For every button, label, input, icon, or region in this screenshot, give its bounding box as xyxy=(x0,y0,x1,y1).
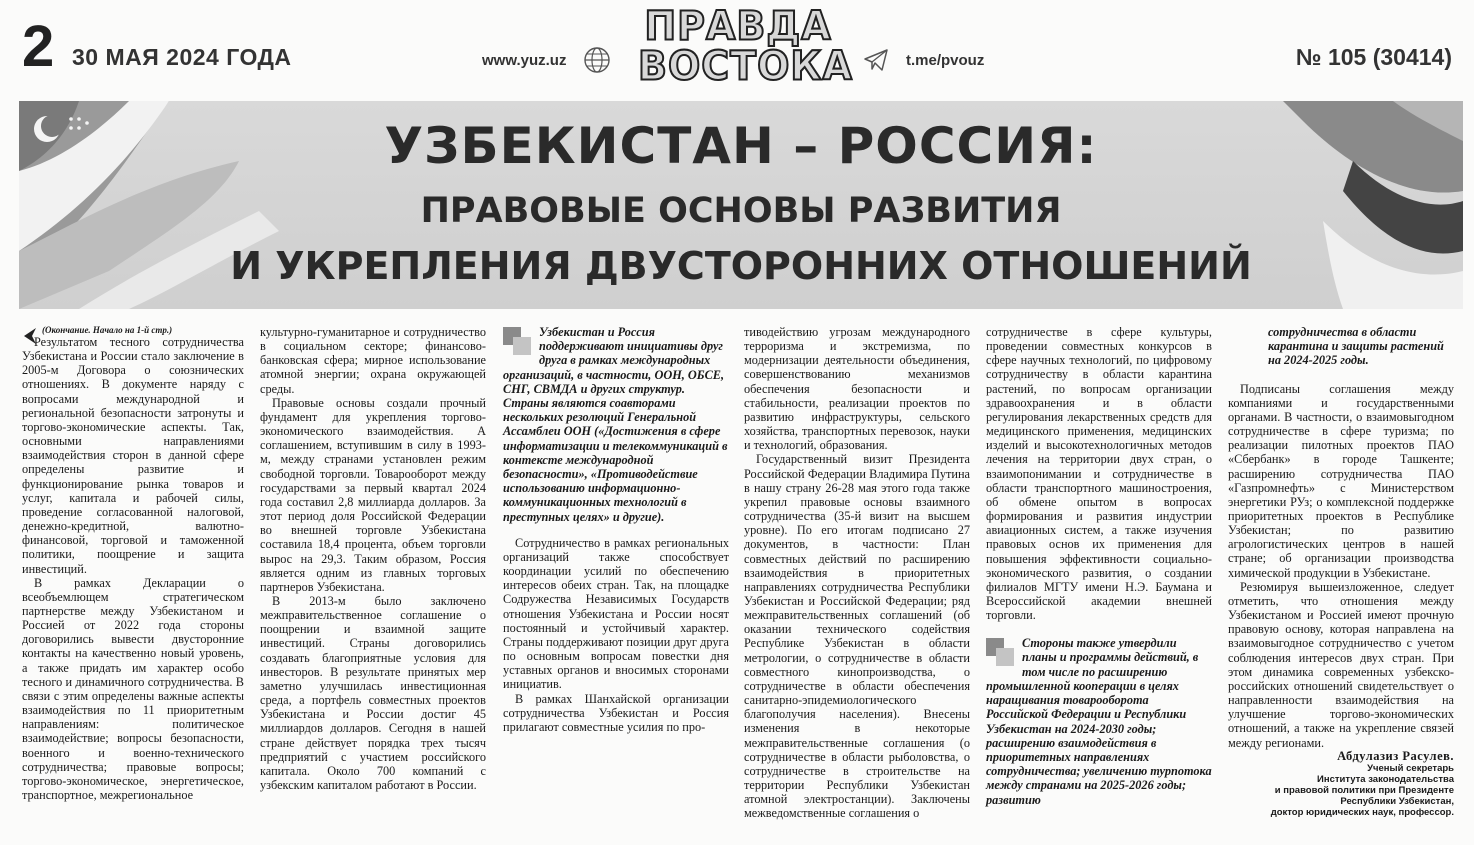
paragraph: культурно-гуманитарное и сотрудничество в социальном секторе; финансово-банковская сфера; мирное использование атомной энергии; охрана окружающей среды. xyxy=(260,325,486,396)
author-title-line: и правовой политики при Президенте xyxy=(1274,784,1454,796)
paragraph: В 2013-м было заключено межправительственное соглашение о поощрении и взаимной защите инвестиций. Страны договорились создавать благоприятные условия для инвесторов. В результате принятых мер заметно улучшилась инвестиционная среда, а портфель совместных проектов Узбекистана и России достиг 45 миллиардов долларов. Сегодня в нашей стране действует порядка трех тысяч предприятий с участием российского капитала. Около 700 компаний с узбекским капиталом работают в России. xyxy=(260,593,486,792)
article-column-6 xyxy=(1228,325,1454,818)
author-title-line: доктор юридических наук, профессор. xyxy=(1270,806,1454,818)
headline-line-3: И УКРЕПЛЕНИЯ ДВУСТОРОННИХ ОТНОШЕНИЙ xyxy=(230,244,1252,288)
pull-quote-1-text: Узбекистан и Россия поддерживают инициативы друг друга в рамках международных организаций, в частности, ООН, ОБСЕ, СНГ, СВМДА и других структур. Страны являются соавторами нескольких резолюций Генеральной Ассамблеи ООН («Достижения в сфере информатизации и телекоммуникаций в контексте международной безопасности», «Противодействие использованию информационно-коммуникационных технологий в преступных целях» и другие). xyxy=(503,325,728,524)
author-title-line: Республики Узбекистан, xyxy=(1340,795,1454,807)
article-column-2 xyxy=(260,325,486,792)
newspaper-logo xyxy=(638,2,853,90)
paragraph: Резюмируя вышеизложенное, следует отметить, что отношения между Узбекистаном и Россией имеют прочную правовую основу, которая направлена на взаимовыгодное сотрудничество с учетом соблюдения интересов двух стран. При этом динамика современных узбекско-российских отношений свидетельствует о направленности взаимодействия на улучшение торгово-экономических отношений, а также на укрепление связей между регионами. xyxy=(1228,579,1454,750)
masthead xyxy=(0,0,1474,100)
page-number: 2 xyxy=(22,14,55,79)
article-column-3 xyxy=(503,325,729,734)
article-column-4 xyxy=(744,325,970,820)
article-column-1 xyxy=(22,325,244,802)
paragraph: В рамках Шанхайской организации сотрудничества Узбекистан и Россия прилагают совместные усилия по про- xyxy=(503,691,729,734)
quote-square-icon xyxy=(503,327,533,357)
headline-banner xyxy=(19,101,1463,309)
paragraph: В рамках Декларации о всеобъемлющем стратегическом партнерстве между Узбекистаном и Россией от 2022 года стороны договорились вывести двусторонние контакты на качественно новый уровень, а также придать им характер особо тесного и динамичного сотрудничества. В связи с этим определены важные аспекты взаимодействия по 11 приоритетным направлениям: политическое взаимодействие; вопросы безопасности, военного и военно-технического сотрудничества; правовые вопросы; торгово-экономическое, энергетическое, транспортное, межрегиональное xyxy=(22,575,244,802)
pull-quote-2 xyxy=(986,636,1212,806)
pull-quote-1 xyxy=(503,325,729,524)
paragraph: Результатом тесного сотрудничества Узбекистана и России стало заключение в 2005-м Договора о союзнических отношениях. В документе наряду с вопросами международной и региональной безопасности затронуты и торгово-экономические аспекты. Так, основными направлениями взаимодействия сторон в данной сфере определены развитие и функционирование рынка товаров и услуг, капитала и рабочей силы, проведение согласованной налоговой, денежно-кредитной, валютно-финансовой, торговой и таможенной политики, поощрение и защита инвестиций. xyxy=(22,335,244,576)
pull-quote-2-continued: сотрудничества в области карантина и защиты растений на 2024-2025 годы. xyxy=(1268,325,1444,368)
author-signature xyxy=(1228,750,1454,818)
article-column-5 xyxy=(986,325,1212,807)
website-link[interactable]: www.yuz.uz xyxy=(482,52,567,69)
author-title-line: Ученый секретарь xyxy=(1367,762,1454,774)
globe-icon xyxy=(583,46,611,74)
continuation-text: (Окончание. Начало на 1-й стр.) xyxy=(42,325,173,335)
telegram-icon xyxy=(862,46,890,74)
telegram-link[interactable]: t.me/pvouz xyxy=(906,52,985,69)
continuation-note xyxy=(42,325,244,335)
issue-date: 30 МАЯ 2024 ГОДА xyxy=(72,44,292,70)
logo-line-1: ПРАВДА xyxy=(644,2,832,50)
pull-quote-2-text: Стороны также утвердили планы и программы действий, в том числе по расширению промышленной кооперации в целях наращивания товарооборота Российской Федерации и Республики Узбекистан на 2024-2030 годы; расширению взаимодействия в приоритетных направлениях сотрудничества; увеличению турпотока между странами на 2025-2026 годы; развитию xyxy=(986,636,1212,807)
author-title-line: Института законодательства xyxy=(1317,773,1454,785)
paragraph: Государственный визит Президента Российской Федерации Владимира Путина в нашу страну 26-28 мая этого года также укрепил правовые основы взаимного сотрудничества (35-й визит на высшем уровне). По его итогам подписано 27 документов, в частности: План совместных действий по расширению взаимодействия в приоритетных направлениях сотрудничества Республики Узбекистан и Российской Федерации; ряд межправительственных соглашений (об оказании технического содействия Республике Узбекистан в области метрологии, о сотрудничестве в области совместного кинопроизводства, о сотрудничестве в области обеспечения санитарно-эпидемиологического благополучия населения). Внесены изменения в некоторые межправительственные соглашения (о сотрудничестве в области рыболовства, о сотрудничестве в строительстве на территории Республики Узбекистан атомной электростанции). Заключены межведомственные соглашения о xyxy=(744,452,970,821)
paragraph: Сотрудничество в рамках региональных организаций также способствует координации усилий по обеспечению интересов обеих стран. Так, на площадке Содружества Независимых Государств отношения Узбекистана и России носят постоянный и устойчивый характер. Страны поддерживают позиции друг друга по основным вопросам повестки дня уставных органов и вносимых сторонами инициатив. xyxy=(503,535,729,692)
paragraph: тиводействию угрозам международного терроризма и экстремизма, по модернизации деятельности объединения, совершенствованию механизмов обеспечения безопасности и стабильности, реализации проектов по развитию инфраструктуры, сельского хозяйства, транспортных перевозок, науки и технологий, образования. xyxy=(744,325,970,453)
continuation-arrow-icon xyxy=(22,327,38,345)
paragraph: Правовые основы создали прочный фундамент для укрепления торгово-экономического взаимодействия. А соглашением, вступившим в силу в 1993-м, между странами установлен режим свободной торговли. Товарооборот между государствами за первый квартал 2024 года составил 2,8 миллиарда долларов. За этот период доля Российской Федерации во внешней торговле Узбекистана составила 18,4 процента, объем торговли вырос на 29,3. Таким образом, Россия является одним из главных торговых партнеров Узбекистана. xyxy=(260,395,486,594)
headline-line-1: УЗБЕКИСТАН – РОССИЯ: xyxy=(384,117,1098,175)
quote-square-icon xyxy=(986,638,1016,668)
author-name: Абдулазиз Расулев. xyxy=(1337,748,1454,763)
headline-line-2: ПРАВОВЫЕ ОСНОВЫ РАЗВИТИЯ xyxy=(420,191,1062,231)
issue-number: № 105 (30414) xyxy=(1295,44,1452,70)
paragraph: Подписаны соглашения между компаниями и государственными органами. В частности, о взаимовыгодном сотрудничестве в сфере туризма; по реализации пилотных проектов ПАО «Сбербанк» в городе Ташкенте; расширению сотрудничества ПАО «Газпромнефть» с Министерством энергетики РУз; о комплексной поддержке приоритетных проектов в Республике Узбекистан; по развитию агрологистических центров в нашей стране; об организации производства химической продукции в Узбекистане. xyxy=(1228,381,1454,580)
logo-line-2: ВОСТОКА xyxy=(638,42,853,90)
paragraph: сотрудничестве в сфере культуры, проведении совместных конкурсов в сфере научных технологий, по цифровому сотрудничеству в области карантина растений, по вопросам организации здравоохранения и в области регулирования лекарственных средств для медицинского применения, медицинских изделий и высокотехнологичных методов лечения на территории двух стран, о взаимопонимании и сотрудничестве в области транспортного машиностроения, об обмене опытом в вопросах формирования и развития индустрии авиационных систем, а также изучения правовых основ их применения для повышения эффективности социально-экономического развития, о создании филиалов МГТУ имени Н.Э. Баумана и Всероссийской академии внешней торговли. xyxy=(986,325,1212,623)
